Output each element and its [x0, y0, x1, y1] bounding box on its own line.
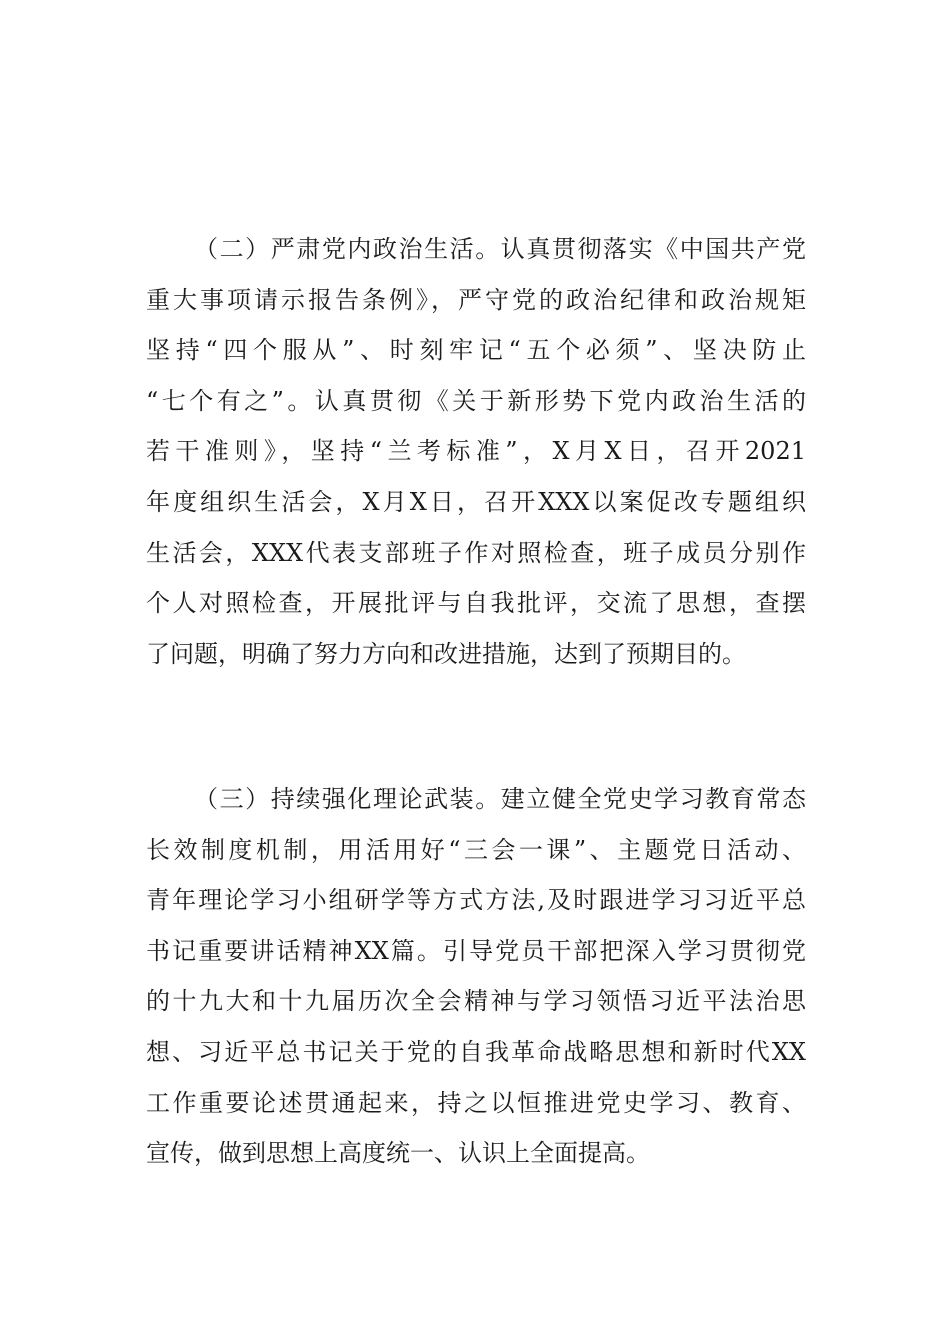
text-line: “七个有之”。认真贯彻《关于新形势下党内政治生活的: [146, 386, 806, 415]
text-line: 书记重要讲话精神XX篇。引导党员干部把深入学习贯彻党: [146, 936, 806, 965]
text-line: 生活会，XXX代表支部班子作对照检查，班子成员分别作: [146, 538, 806, 567]
text-line: 宣传，做到思想上高度统一、认识上全面提高。: [146, 1139, 650, 1168]
text-line: 想、习近平总书记关于党的自我革命战略思想和新时代XX: [146, 1037, 806, 1066]
paragraph-theory-study: [146, 774, 806, 1179]
text-line: 青年理论学习小组研学等方式方法,及时跟进学习习近平总: [146, 886, 806, 915]
text-line: 长效制度机制，用活用好“三会一课”、主题党日活动、: [146, 835, 806, 864]
text-line: 了问题，明确了努力方向和改进措施，达到了预期目的。: [146, 639, 746, 668]
text-line: 的十九大和十九届历次全会精神与学习领悟习近平法治思: [146, 987, 806, 1016]
text-line: 坚持“四个服从”、时刻牢记“五个必须”、坚决防止: [146, 336, 806, 365]
text-line: 重大事项请示报告条例》，严守党的政治纪律和政治规矩: [146, 285, 806, 314]
text-line: 年度组织生活会，X月X日，召开XXX以案促改专题组织: [146, 487, 806, 516]
text-line: 个人对照检查，开展批评与自我批评，交流了思想，查摆: [146, 589, 806, 618]
text-line: （三）持续强化理论武装。建立健全党史学习教育常态: [194, 785, 806, 813]
text-line: 若干准则》，坚持“兰考标准”，X月X日，召开2021: [146, 437, 806, 466]
text-line: （二）严肃党内政治生活。认真贯彻落实《中国共产党: [194, 235, 806, 263]
text-line: 工作重要论述贯通起来，持之以恒推进党史学习、教育、: [146, 1088, 806, 1117]
paragraph-strict-political-life: [146, 224, 806, 679]
